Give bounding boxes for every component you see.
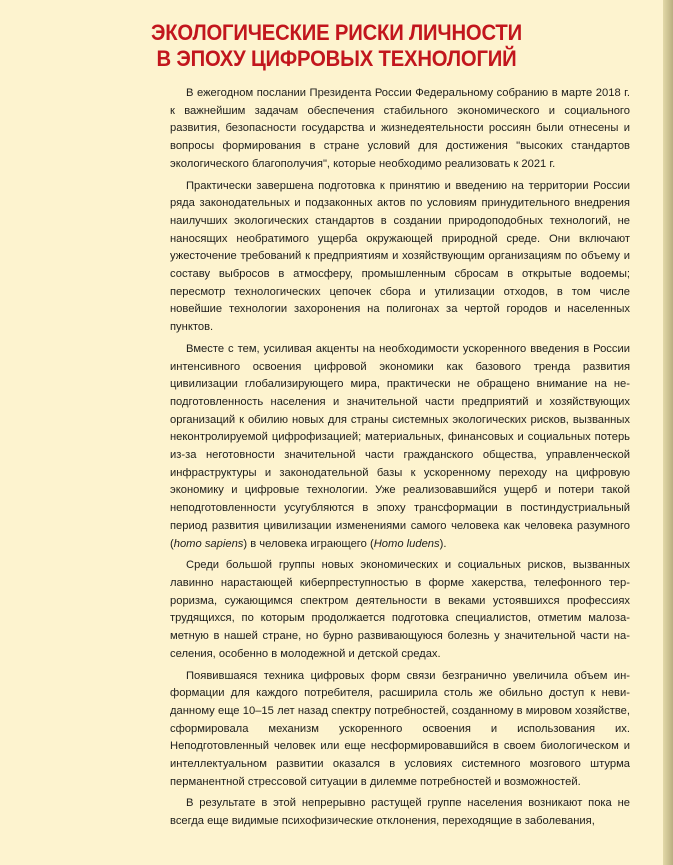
article-title-line-1: ЭКОЛОГИЧЕСКИЕ РИСКИ ЛИЧНОСТИ xyxy=(150,20,522,45)
paragraph-6: В результате в этой непрерывно растущей группе населения возникают пока не всегда еще видимые психофизические отклонения, переходящие в заболевания, xyxy=(170,797,630,828)
paragraph-3-text-b: ) в человека играющего ( xyxy=(243,537,374,550)
article-body xyxy=(170,85,630,831)
paragraph-5: Появившаяся техника цифровых форм связи безгранично увеличила объем информации для каждого потребителя, расширила столь же обильно доступ к невиданному еще 10–15 лет назад спектру потребностей, созданному в мировом хозяйстве, сформировала механизм ускоренного освоения и использования их. Неподготовленный человек или еще несформировавшийся в своем биологическом и интеллектуальном развитии оказался в условиях системного мозгового штурма перманентной стрессовой ситуации в дилемме потребностей и возможностей. xyxy=(170,669,630,788)
page-edge-shadow xyxy=(663,0,673,865)
paragraph-3-text-a: Вместе с тем, усиливая акценты на необходимости ускоренного введения в России интенсивного освоения цифровой экономики как базового тренда развития цивилизации глобализирующего мира, практически не обращено внимание на неподготовленность населения и значительной части предприятий и хозяйствующих организаций к обилию новых для страны системных экологических рисков, вызванных неконтролируемой цифрофизацией; материальных, финансовых и социальных потерь из-за неготовности значительной части гражданского общества, управленческой инфраструктуры и законодательной базы к ускоренному переходу на цифровую экономику и цифровые технологии. Уже реализовавшийся ущерб и потери такой неподготовленности усугубляются в эпоху трансформации в постиндустриальный период развития цивилизации изменениями самого человека как человека разумного ( xyxy=(170,342,630,550)
term-homo-sapiens: homo sapiens xyxy=(173,537,244,550)
paragraph-1: В ежегодном послании Президента России Федеральному собранию в марте 2018 г. к важнейшим задачам обеспечения стабильного экономического и социального развития, безопасности государства и жизнедеятельности россиян были отнесены и вопросы формирования в стране условий для достижения "высоких стандартов экологического благополучия", которые необходимо реализовать к 2021 г. xyxy=(170,87,630,170)
article-title-line-2: В ЭПОХУ ЦИФРОВЫХ ТЕХНОЛОГИЙ xyxy=(156,46,517,71)
paragraph-3-text-c: ). xyxy=(439,537,447,550)
paragraph-4: Среди большой группы новых экономических и социальных рисков, вызванных лавинно нарастающей киберпреступностью в форме хакерства, телефонного терроризма, сужающимся спектром деятельности в веками устоявшихся профессиях трудящихся, по которым продолжается подготовка специалистов, отметим малозаметную в нашей стране, но бурно развивающуюся болезнь у значительной части населения, особенно в молодежной и детской средах. xyxy=(170,559,630,660)
term-homo-ludens: Homo ludens xyxy=(373,537,440,550)
article-title xyxy=(34,20,640,72)
paragraph-3 xyxy=(170,341,630,553)
paragraph-2: Практически завершена подготовка к принятию и введению на территории России ряда законодательных и подзаконных актов по условиям принудительного внедрения наилучших экологических стандартов в создании природоподобных технологий, не наносящих необратимого ущерба окружающей природной среде. Они включают ужесточение требований к предприятиям и хозяйствующим организациям по объему и составу выбросов в атмосферу, промышленным сбросам в открытые водоемы; пересмотр технологических цепочек сбора и утилизации отходов, в том числе новейшие технологии захоронения на полигонах за чертой городов и населенных пунктов. xyxy=(170,179,630,334)
